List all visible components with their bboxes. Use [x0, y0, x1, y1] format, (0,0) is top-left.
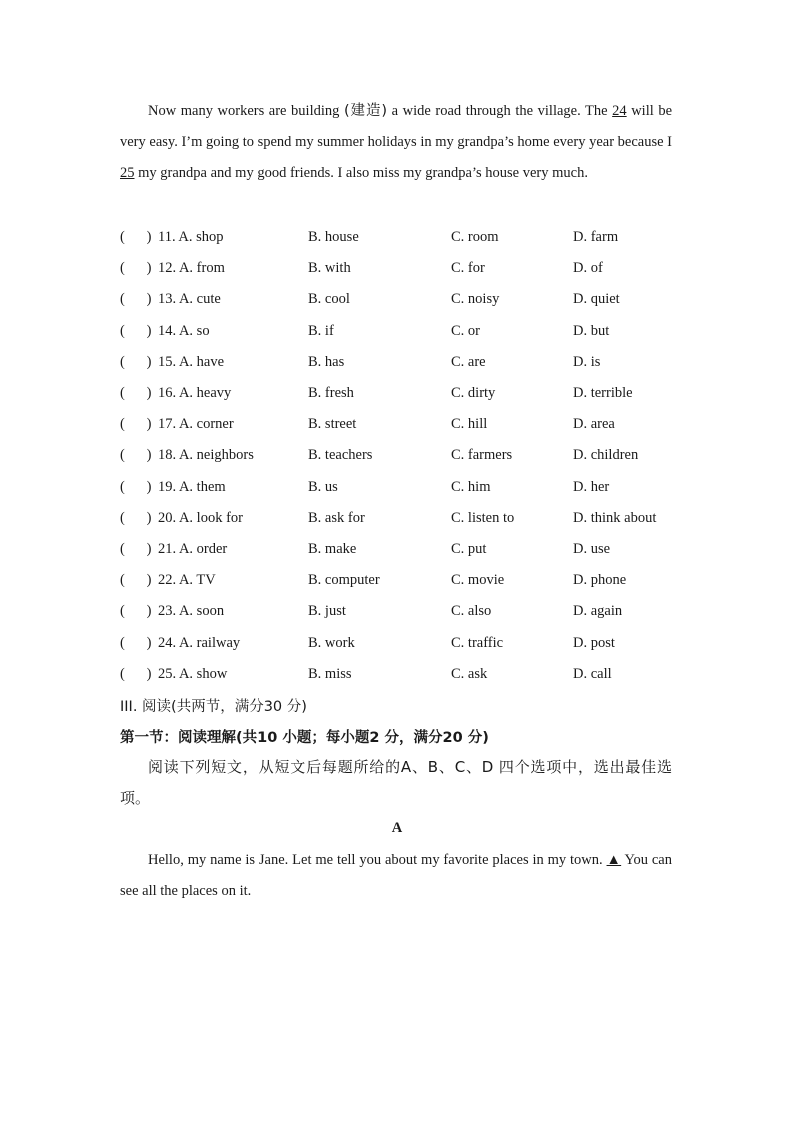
passage-annotation: (建造): [343, 103, 388, 119]
option-d: D. her: [573, 478, 610, 495]
option-a: 21. A. order: [158, 541, 228, 557]
option-b: B. computer: [308, 572, 380, 589]
answer-blank: ( ): [120, 447, 152, 464]
answer-blank: ( ): [120, 260, 152, 277]
passage-text-3: will be very easy. I’m going to spend my summer holidays in my grandpa’s home every year because I: [120, 103, 673, 151]
answer-blank: ( ): [120, 385, 152, 401]
question-row: [120, 570, 680, 590]
option-b: B. work: [308, 634, 355, 651]
option-c: C. traffic: [451, 634, 504, 651]
option-d: D. farm: [573, 229, 619, 245]
answer-blank: ( ): [120, 229, 152, 245]
option-a: 18. A. neighbors: [158, 447, 254, 464]
option-c: C. room: [451, 229, 499, 245]
option-d: D. post: [573, 634, 615, 651]
blank-25: 25: [120, 165, 135, 182]
answer-blank: ( ): [120, 603, 152, 620]
option-d: D. again: [573, 603, 623, 620]
option-c: C. movie: [451, 572, 505, 589]
question-row: [120, 633, 680, 653]
passage-a-text: Hello, my name is Jane. Let me tell you about my favorite places in my town.: [148, 852, 603, 868]
instruction-text: 阅读下列短文，从短文后每题所给的A、B、C、D 四个选项中，选出最佳选项。: [120, 758, 672, 807]
option-c: C. farmers: [451, 447, 513, 464]
option-a: 19. A. them: [158, 478, 226, 495]
option-d: D. call: [573, 665, 612, 682]
option-a: 16. A. heavy: [158, 385, 232, 401]
option-d: D. but: [573, 322, 610, 339]
option-d: D. of: [573, 260, 603, 277]
answer-blank: ( ): [120, 322, 152, 339]
question-row: [120, 601, 680, 621]
answer-blank: ( ): [120, 353, 152, 370]
answer-blank: ( ): [120, 509, 152, 526]
option-a: 14. A. so: [158, 322, 210, 339]
answer-blank: ( ): [120, 634, 152, 651]
option-b: B. teachers: [308, 447, 373, 464]
question-row: [120, 539, 680, 559]
section-instruction: [120, 752, 672, 814]
option-c: C. him: [451, 478, 491, 495]
answer-blank: ( ): [120, 665, 152, 682]
answer-blank: ( ): [120, 478, 152, 495]
option-b: B. street: [308, 416, 357, 433]
cloze-passage: [120, 96, 672, 190]
option-b: B. make: [308, 541, 357, 557]
option-a: 12. A. from: [158, 260, 225, 277]
option-b: B. fresh: [308, 385, 354, 401]
option-d: D. use: [573, 541, 611, 557]
passage-a-text-2: You can see all the places on it.: [120, 852, 672, 900]
option-c: C. or: [451, 322, 480, 339]
option-d: D. terrible: [573, 385, 633, 401]
option-d: D. think about: [573, 509, 657, 526]
option-c: C. hill: [451, 416, 488, 433]
option-a: 11. A. shop: [158, 229, 224, 245]
question-row: [120, 289, 680, 309]
question-row: [120, 508, 680, 528]
option-d: D. quiet: [573, 291, 620, 308]
option-a: 15. A. have: [158, 353, 225, 370]
answer-blank: ( ): [120, 416, 152, 433]
option-b: B. ask for: [308, 509, 365, 526]
option-a: 13. A. cute: [158, 291, 221, 308]
section-title: III. 阅读(共两节，满分30 分): [120, 699, 307, 715]
option-d: D. area: [573, 416, 615, 433]
option-a: 20. A. look for: [158, 509, 243, 526]
option-d: D. children: [573, 447, 639, 464]
passage-text-4: my grandpa and my good friends. I also miss my grandpa’s house very much.: [138, 165, 588, 182]
option-c: C. noisy: [451, 291, 500, 308]
question-row: [120, 383, 680, 403]
passage-label: A: [391, 820, 403, 836]
passage-text-2: a wide road through the village. The: [391, 103, 608, 119]
option-c: C. ask: [451, 665, 488, 682]
option-b: B. just: [308, 603, 346, 620]
question-row: [120, 414, 680, 434]
option-c: C. dirty: [451, 385, 496, 401]
blank-24: 24: [612, 103, 627, 119]
option-b: B. has: [308, 353, 345, 370]
option-c: C. also: [451, 603, 492, 620]
option-a: 22. A. TV: [158, 572, 216, 589]
option-b: B. house: [308, 229, 359, 245]
answer-blank: ( ): [120, 541, 152, 557]
option-b: B. us: [308, 478, 338, 495]
option-c: C. listen to: [451, 509, 515, 526]
passage-text-1: Now many workers are building: [148, 103, 340, 119]
question-row: [120, 352, 680, 372]
question-row: [120, 445, 680, 465]
option-b: B. cool: [308, 291, 350, 308]
option-c: C. are: [451, 353, 486, 370]
option-a: 23. A. soon: [158, 603, 225, 620]
question-row: [120, 258, 680, 278]
option-a: 24. A. railway: [158, 634, 241, 651]
option-a: 25. A. show: [158, 665, 228, 682]
question-row: [120, 477, 680, 497]
option-c: C. for: [451, 260, 485, 277]
section-part-title: 第一节：阅读理解(共10 小题；每小题2 分，满分20 分): [120, 730, 489, 746]
triangle-marker-icon: ▲: [606, 852, 622, 868]
option-b: B. with: [308, 260, 351, 277]
question-row: [120, 227, 680, 247]
option-d: D. is: [573, 353, 601, 370]
passage-a: [120, 845, 672, 907]
question-row: [120, 664, 680, 684]
option-c: C. put: [451, 541, 487, 557]
answer-blank: ( ): [120, 291, 152, 308]
option-d: D. phone: [573, 572, 627, 589]
question-row: [120, 321, 680, 341]
option-b: B. if: [308, 322, 334, 339]
answer-blank: ( ): [120, 572, 152, 589]
option-a: 17. A. corner: [158, 416, 234, 433]
option-b: B. miss: [308, 665, 352, 682]
